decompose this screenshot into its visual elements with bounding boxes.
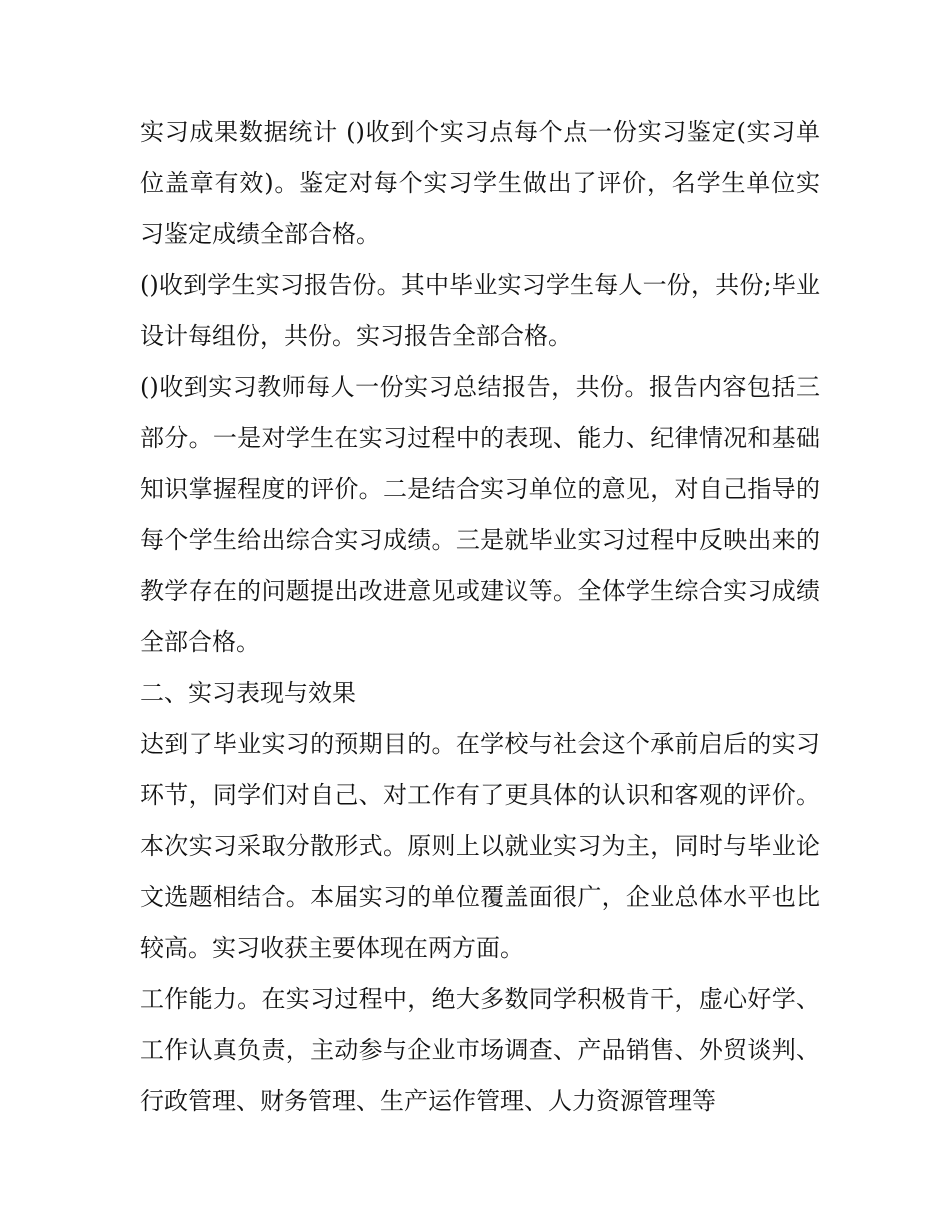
section-heading: 二、实习表现与效果: [140, 679, 356, 707]
document-page: [140, 107, 820, 1127]
paragraph-work-ability: 工作能力。在实习过程中，绝大多数同学积极肯干，虚心好学、工作认真负责，主动参与企业市场调查、产品销售、外贸谈判、行政管理、财务管理、生产运作管理、人力资源管理等: [140, 985, 820, 1115]
paragraph-teacher-reports: ()收到实习教师每人一份实习总结报告，共份。报告内容包括三部分。一是对学生在实习过程中的表现、能力、纪律情况和基础知识掌握程度的评价。二是结合实习单位的意见，对自己指导的每个学生给出综合实习成绩。三是就毕业实习过程中反映出来的教学存在的问题提出改进意见或建议等。全体学生综合实习成绩全部合格。: [140, 373, 820, 656]
paragraph-internship-goals: 达到了毕业实习的预期目的。在学校与社会这个承前启后的实习环节，同学们对自己、对工作有了更具体的认识和客观的评价。本次实习采取分散形式。原则上以就业实习为主，同时与毕业论文选题相结合。本届实习的单位覆盖面很广，企业总体水平也比较高。实习收获主要体现在两方面。: [140, 730, 820, 962]
paragraph-internship-statistics: 实习成果数据统计 ()收到个实习点每个点一份实习鉴定(实习单位盖章有效)。鉴定对每个实习学生做出了评价，名学生单位实习鉴定成绩全部合格。: [140, 118, 820, 248]
paragraph-student-reports: ()收到学生实习报告份。其中毕业实习学生每人一份，共份;毕业设计每组份，共份。实习报告全部合格。: [140, 271, 820, 350]
